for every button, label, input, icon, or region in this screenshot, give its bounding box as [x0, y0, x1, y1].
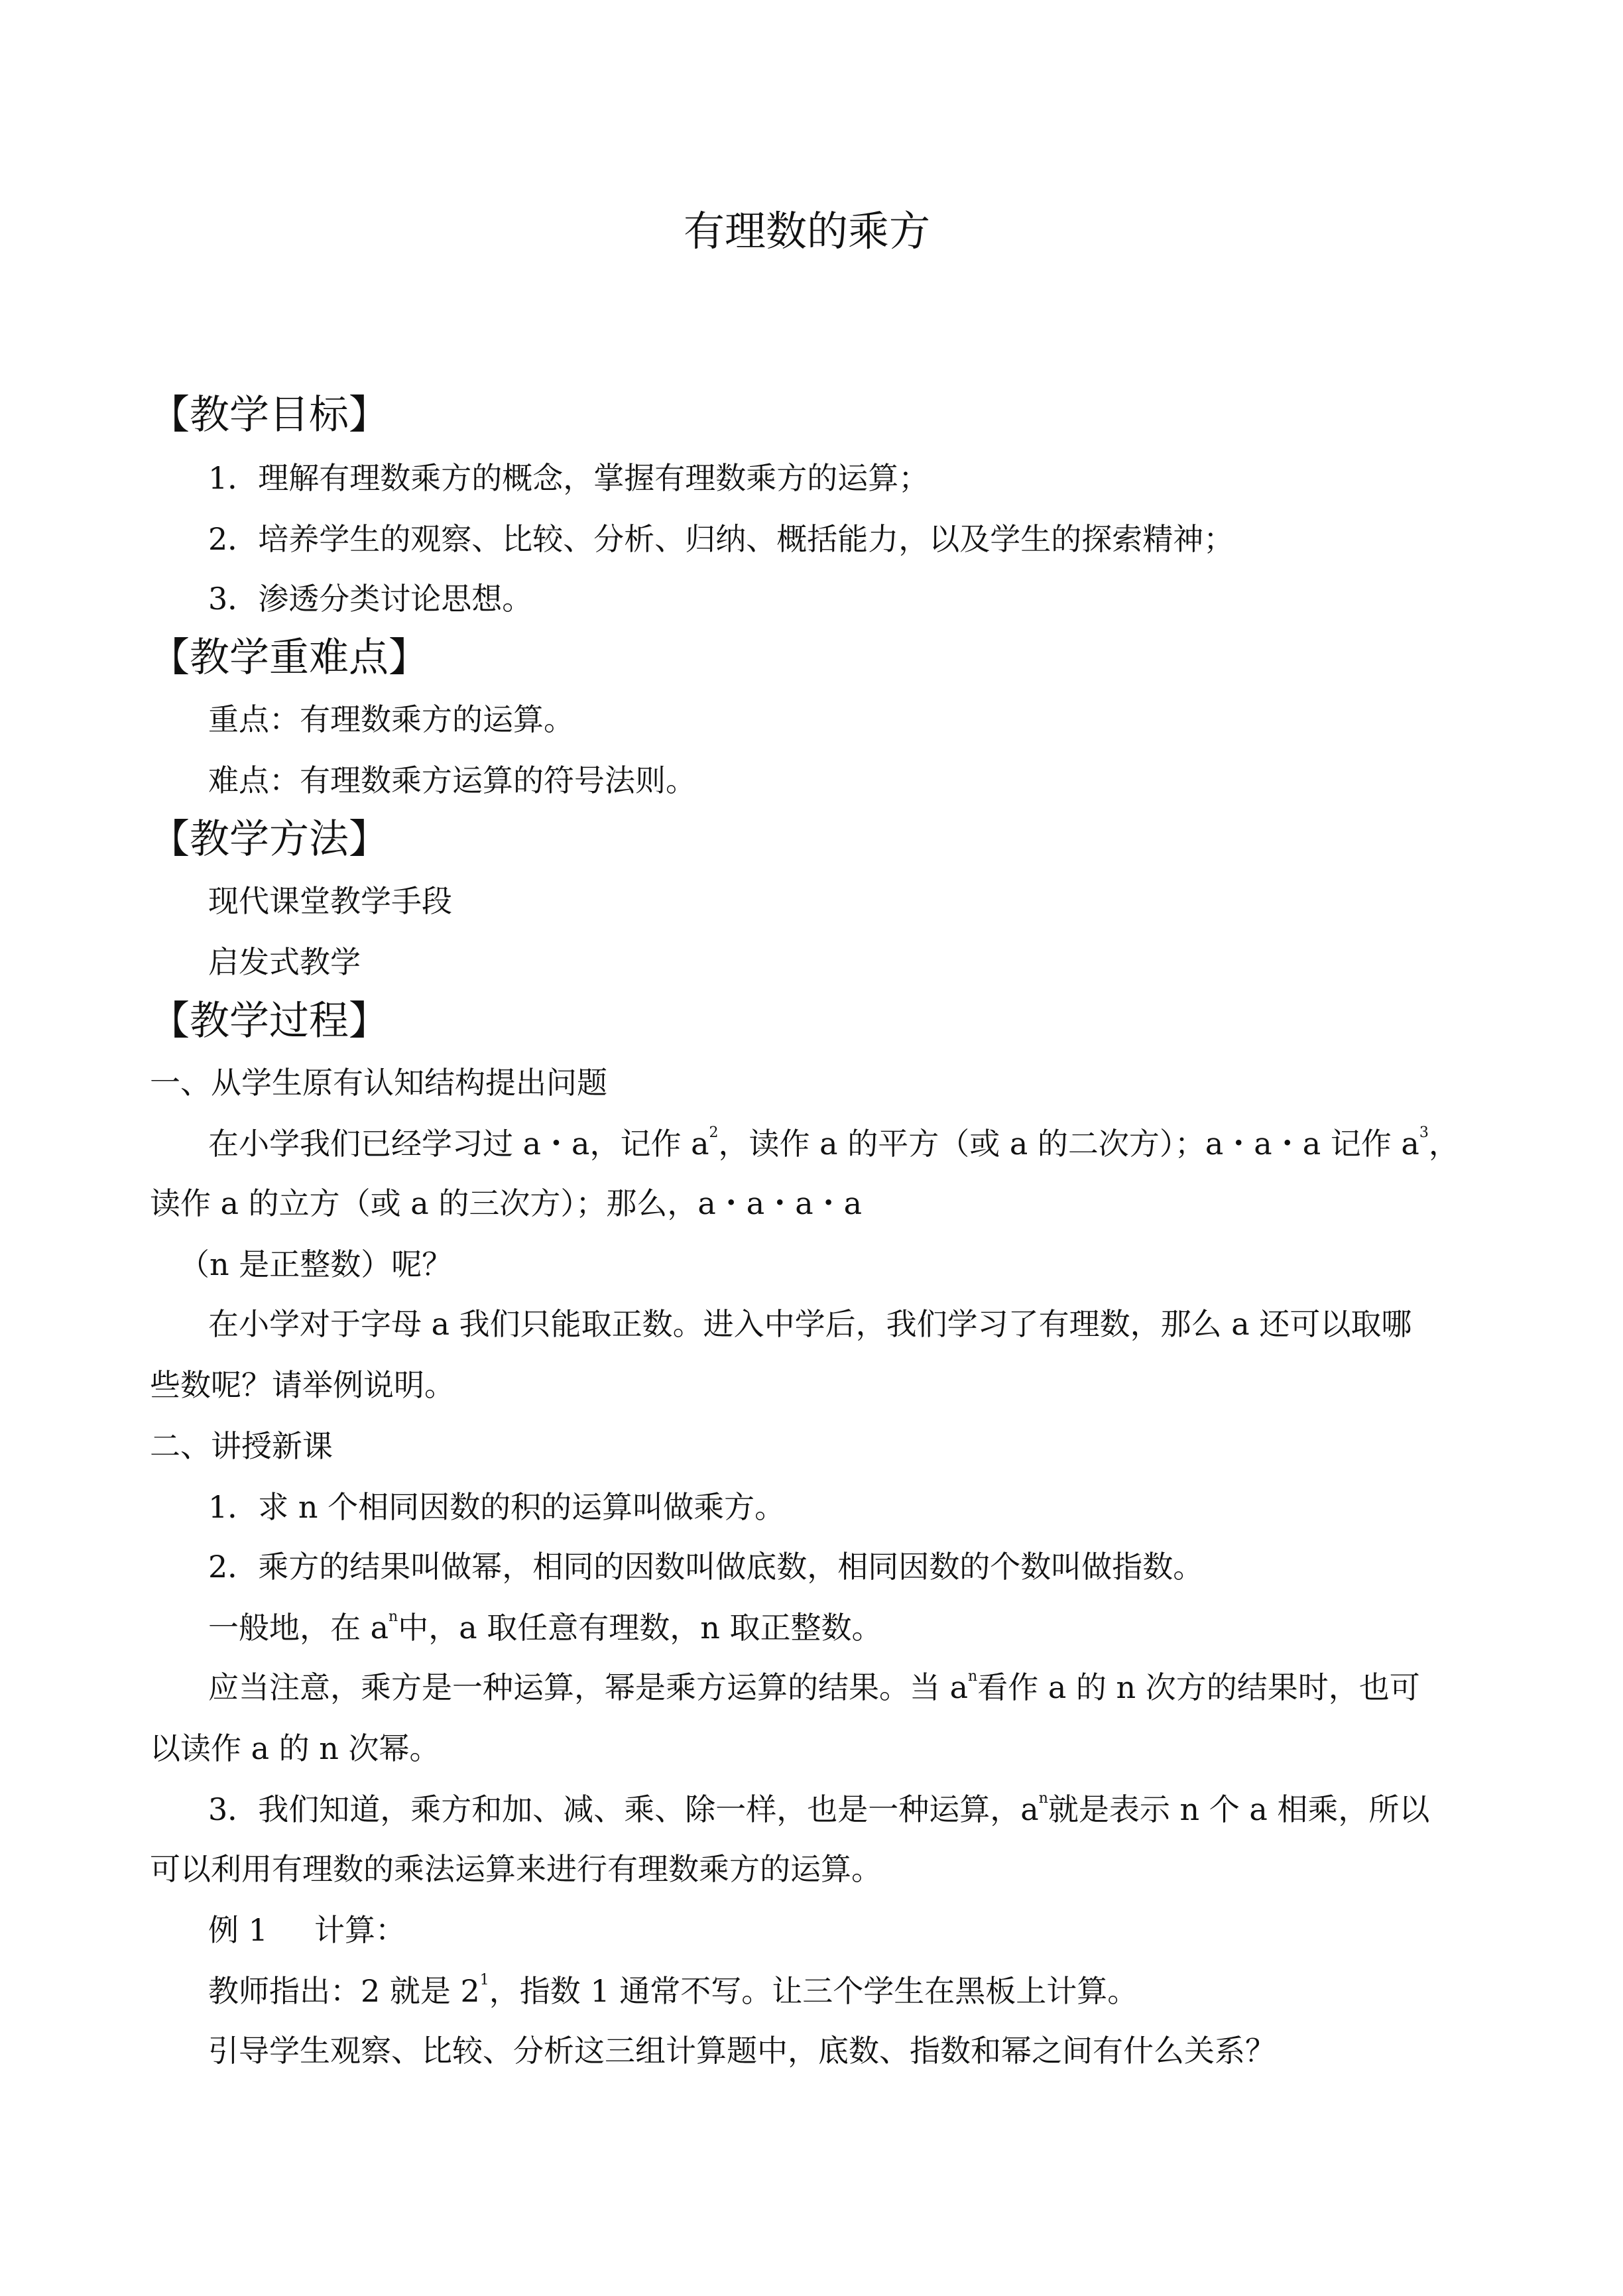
process-heading: 【教学过程】 [150, 998, 389, 1044]
key-point-item: 难点：有理数乘方运算的符号法则。 [208, 762, 696, 798]
page-title: 有理数的乘方 [684, 207, 931, 255]
text-fragment: ， [1428, 1126, 1459, 1162]
superscript: 1 [479, 1972, 489, 1988]
paragraph-line [208, 1668, 1420, 1705]
objectives-heading: 【教学目标】 [150, 392, 389, 438]
paragraph-line: 些数呢？请举例说明。 [150, 1367, 455, 1403]
superscript: 3 [1419, 1124, 1429, 1141]
part2-heading: 二、讲授新课 [150, 1428, 333, 1464]
paragraph-line: （n 是正整数）呢？ [179, 1246, 453, 1282]
list-item: 1．求 n 个相同因数的积的运算叫做乘方。 [208, 1489, 786, 1525]
text-fragment: ，读作 a 的平方（或 a 的二次方）；a・a・a 记作 a [718, 1126, 1419, 1162]
part1-heading: 一、从学生原有认知结构提出问题 [150, 1065, 607, 1101]
key-points-heading: 【教学重难点】 [150, 634, 428, 681]
objective-item: 3．渗透分类讨论思想。 [208, 581, 533, 617]
method-item: 启发式教学 [208, 944, 361, 980]
text-fragment: ，指数 1 通常不写。让三个学生在黑板上计算。 [489, 1973, 1138, 2009]
superscript: n [1038, 1790, 1048, 1807]
paragraph-line [208, 1124, 1459, 1162]
text-fragment: 3．我们知道，乘方和加、减、乘、除一样，也是一种运算，a [208, 1791, 1039, 1827]
objective-item: 2．培养学生的观察、比较、分析、归纳、概括能力，以及学生的探索精神； [208, 521, 1234, 557]
example-text: 计算： [314, 1912, 406, 1948]
paragraph-line [208, 1790, 1430, 1827]
text-fragment: 看作 a 的 n 次方的结果时，也可 [977, 1669, 1420, 1705]
paragraph-line: 以读作 a 的 n 次幂。 [150, 1730, 440, 1766]
paragraph-line: 在小学对于字母 a 我们只能取正数。进入中学后，我们学习了有理数，那么 a 还可以取哪 [208, 1306, 1412, 1342]
paragraph-line [208, 1608, 882, 1646]
paragraph-line: 可以利用有理数的乘法运算来进行有理数乘方的运算。 [150, 1851, 882, 1887]
methods-heading: 【教学方法】 [150, 816, 389, 863]
text-fragment: 中，a 取任意有理数，n 取正整数。 [398, 1610, 882, 1646]
text-fragment: 教师指出：2 就是 2 [208, 1973, 480, 2009]
superscript: n [968, 1668, 978, 1685]
example-label: 例 1 [208, 1912, 268, 1948]
text-fragment: 应当注意，乘方是一种运算，幂是乘方运算的结果。当 a [208, 1669, 969, 1705]
paragraph-line: 读作 a 的立方（或 a 的三次方）；那么，a・a・a・a [150, 1185, 863, 1221]
paragraph-line [208, 1972, 1138, 2009]
list-item: 2．乘方的结果叫做幂，相同的因数叫做底数，相同因数的个数叫做指数。 [208, 1549, 1204, 1585]
text-fragment: 就是表示 n 个 a 相乘，所以 [1048, 1791, 1430, 1827]
objective-item: 1．理解有理数乘方的概念，掌握有理数乘方的运算； [208, 460, 930, 496]
superscript: 2 [709, 1124, 719, 1141]
paragraph-line: 引导学生观察、比较、分析这三组计算题中，底数、指数和幂之间有什么关系？ [208, 2033, 1276, 2069]
superscript: n [389, 1608, 398, 1625]
text-fragment: 一般地，在 a [208, 1610, 389, 1646]
text-fragment: 在小学我们已经学习过 a・a，记作 a [208, 1126, 709, 1162]
key-point-item: 重点：有理数乘方的运算。 [208, 701, 574, 737]
method-item: 现代课堂教学手段 [208, 883, 452, 919]
